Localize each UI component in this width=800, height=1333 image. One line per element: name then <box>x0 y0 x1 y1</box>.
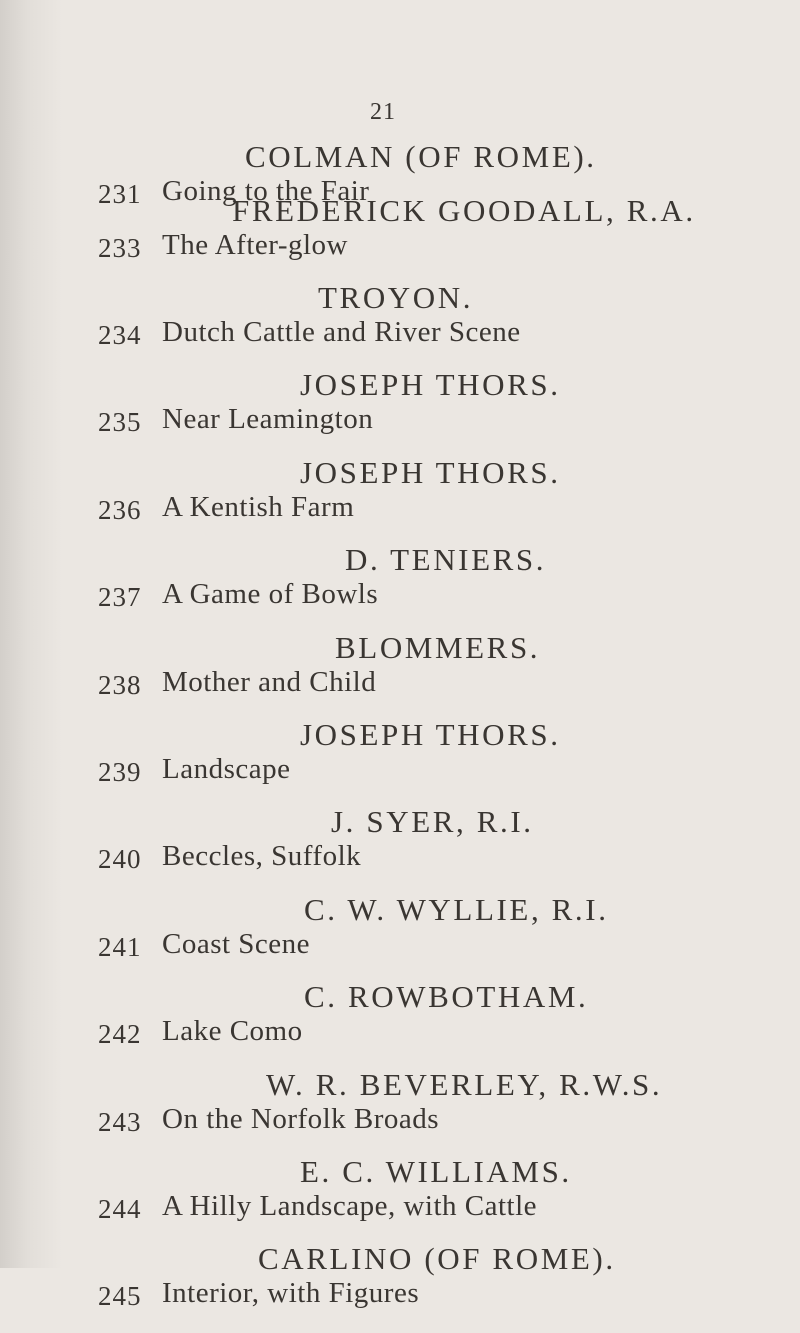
lot-number: 245 <box>98 1281 142 1311</box>
artist-name: D. TENIERS. <box>345 542 547 577</box>
work-title: Interior, with Figures <box>162 1277 420 1309</box>
artist-name: JOSEPH THORS. <box>300 717 561 752</box>
catalogue-entry <box>0 717 800 809</box>
artist-name: BLOMMERS. <box>335 630 541 665</box>
artist-name: JOSEPH THORS. <box>300 455 561 490</box>
lot-number: 233 <box>98 233 142 263</box>
work-title: Landscape <box>162 753 291 785</box>
work-title: Lake Como <box>162 1015 303 1047</box>
catalogue-entry <box>0 1241 800 1333</box>
catalogue-entry <box>0 979 800 1071</box>
catalogue-entry <box>0 630 800 722</box>
lot-number: 239 <box>98 757 142 787</box>
artist-name: COLMAN (OF ROME). <box>245 139 597 174</box>
artist-name: TROYON. <box>318 280 474 315</box>
catalogue-entry <box>0 892 800 984</box>
lot-number: 236 <box>98 495 142 525</box>
work-title: Mother and Child <box>162 666 377 698</box>
artist-name: E. C. WILLIAMS. <box>300 1154 572 1189</box>
catalogue-entry <box>0 280 800 372</box>
work-title: The After-glow <box>162 229 348 261</box>
catalogue-entry <box>0 542 800 634</box>
work-title: A Kentish Farm <box>162 491 355 523</box>
catalogue-entry <box>0 1154 800 1246</box>
lot-number: 244 <box>98 1194 142 1224</box>
catalogue-entry <box>0 1067 800 1159</box>
work-title: Beccles, Suffolk <box>162 840 362 872</box>
artist-name: C. ROWBOTHAM. <box>304 979 589 1014</box>
lot-number: 238 <box>98 670 142 700</box>
work-title: A Hilly Landscape, with Cattle <box>162 1190 538 1222</box>
catalogue-entry <box>0 193 800 285</box>
catalogue-entry <box>0 367 800 459</box>
lot-number: 242 <box>98 1019 142 1049</box>
lot-number: 240 <box>98 844 142 874</box>
lot-number: 243 <box>98 1107 142 1137</box>
artist-name: J. SYER, R.I. <box>331 804 534 839</box>
work-title: On the Norfolk Broads <box>162 1103 440 1135</box>
lot-number: 237 <box>98 582 142 612</box>
lot-number: 231 <box>98 179 142 209</box>
work-title: Going to the Fair <box>162 175 370 207</box>
lot-number: 235 <box>98 407 142 437</box>
artist-name: JOSEPH THORS. <box>300 367 561 402</box>
page-number: 21 <box>370 99 396 125</box>
artist-name: C. W. WYLLIE, R.I. <box>304 892 609 927</box>
work-title: Near Leamington <box>162 403 374 435</box>
artist-name: CARLINO (OF ROME). <box>258 1241 616 1276</box>
lot-number: 234 <box>98 320 142 350</box>
work-title: Coast Scene <box>162 928 311 960</box>
catalogue-entry <box>0 455 800 547</box>
catalogue-entry <box>0 804 800 896</box>
work-title: A Game of Bowls <box>162 578 379 610</box>
work-title: Dutch Cattle and River Scene <box>162 316 521 348</box>
artist-name: FREDERICK GOODALL, R.A. <box>232 193 696 228</box>
artist-name: W. R. BEVERLEY, R.W.S. <box>266 1067 663 1102</box>
lot-number: 241 <box>98 932 142 962</box>
